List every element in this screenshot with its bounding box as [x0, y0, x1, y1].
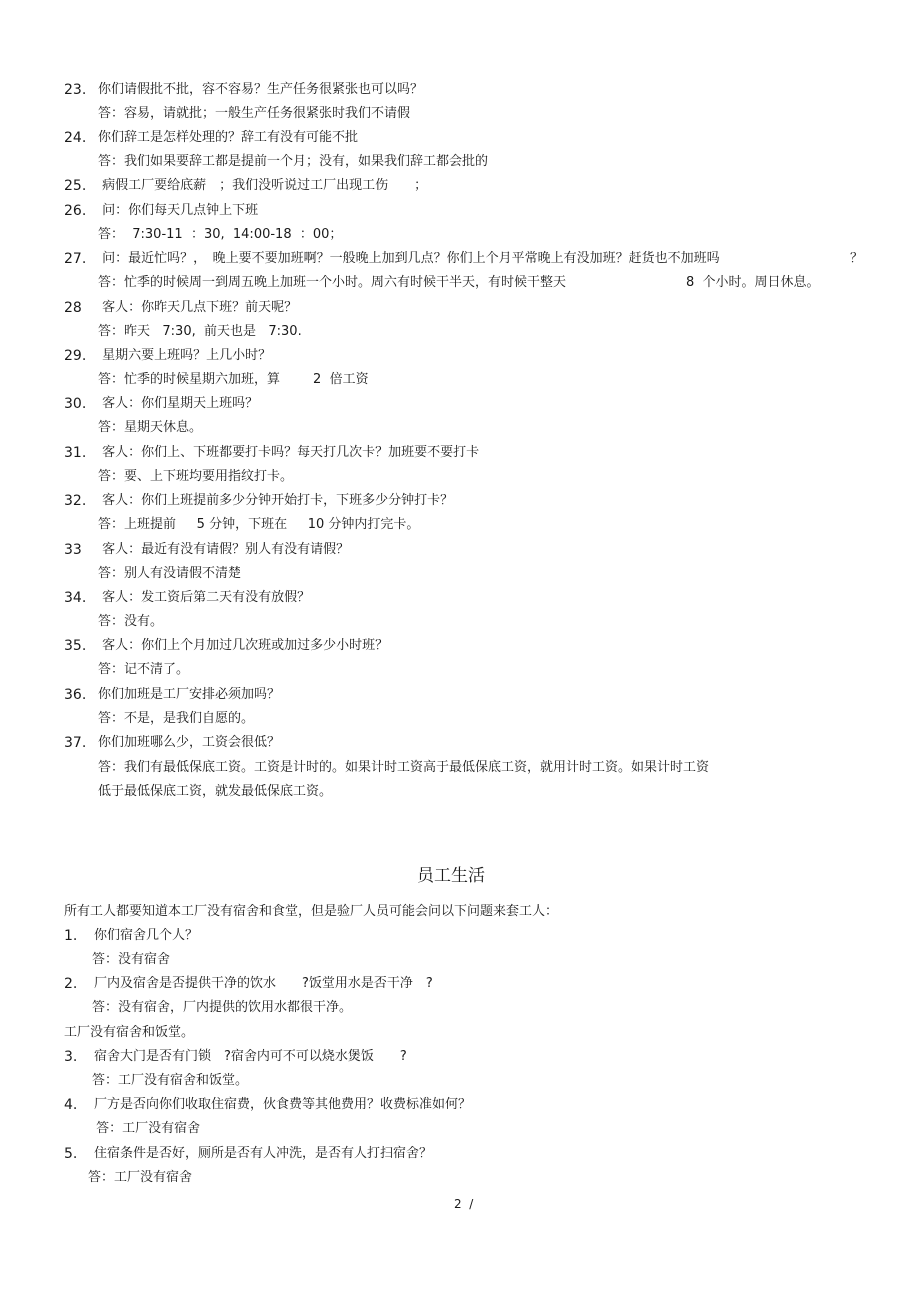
- question-text: 住宿条件是否好，厕所是否有人冲洗，是否有人打扫宿舍？: [94, 1146, 433, 1161]
- answer-text: 答： 7:30-11 ：30, 14:00-18 ：00；: [98, 227, 343, 242]
- question-text: 你们请假批不批，容不容易？生产任务很紧张也可以吗？: [98, 82, 424, 97]
- item-number: 29.: [64, 348, 87, 364]
- item-number: 35.: [64, 638, 87, 654]
- question-tail: ？: [850, 251, 864, 266]
- answer-text: 答：我们有最低保底工资。工资是计时的。如果计时工资高于最低保底工资，就用计时工资。如果计时工资: [98, 760, 710, 775]
- answer-tail: 8 个小时。周日休息。: [686, 275, 820, 290]
- item-number: 4.: [64, 1097, 78, 1113]
- note-text: 工厂没有宿舍和饭堂。: [64, 1025, 195, 1040]
- item-number: 37.: [64, 735, 87, 751]
- item-number: 24.: [64, 130, 87, 146]
- question-text: 客人：你们星期天上班吗？: [98, 396, 259, 411]
- question-text: 你们宿舍几个人？: [94, 928, 199, 943]
- item-number: 34.: [64, 590, 87, 606]
- question-text: 厂内及宿舍是否提供干净的饮水 ?饭堂用水是否干净 ?: [94, 976, 433, 991]
- question-text: 客人：发工资后第二天有没有放假？: [98, 590, 311, 605]
- item-number: 36.: [64, 687, 87, 703]
- answer-text: 答：忙季的时候周一到周五晚上加班一个小时。周六有时候干半天，有时候干整天: [98, 275, 567, 290]
- question-text: 你们辞工是怎样处理的？辞工有没有可能不批: [98, 130, 359, 145]
- item-number: 1.: [64, 928, 78, 944]
- question-text: 你们加班哪么少，工资会很低？: [98, 735, 281, 750]
- question-text: 问：你们每天几点钟上下班: [98, 203, 259, 218]
- question-text: 客人：最近有没有请假？别人有没有请假？: [98, 542, 350, 557]
- item-number: 28: [64, 300, 82, 316]
- answer-text: 答：上班提前 5 分钟，下班在 10 分钟内打完卡。: [98, 517, 420, 532]
- item-number: 5.: [64, 1146, 78, 1162]
- answer-text: 答：工厂没有宿舍和饭堂。: [92, 1073, 249, 1088]
- section-intro: 所有工人都要知道本工厂没有宿舍和食堂，但是验厂人员可能会问以下问题来套工人：: [64, 904, 559, 919]
- item-number: 23.: [64, 82, 87, 98]
- answer-text: 答：别人有没请假不清楚: [98, 566, 242, 581]
- item-number: 30.: [64, 396, 87, 412]
- answer-text: 答：工厂没有宿舍: [88, 1170, 193, 1185]
- question-text: 厂方是否向你们收取住宿费，伙食费等其他费用？收费标准如何？: [94, 1097, 472, 1112]
- answer-text: 答：我们如果要辞工都是提前一个月；没有，如果我们辞工都会批的: [98, 154, 489, 169]
- answer-text: 答：昨天 7:30, 前天也是 7:30.: [98, 324, 302, 339]
- item-number: 27.: [64, 251, 87, 267]
- answer-text-continued: 低于最低保底工资，就发最低保底工资。: [98, 784, 333, 799]
- question-text: 客人：你们上班提前多少分钟开始打卡，下班多少分钟打卡？: [98, 493, 454, 508]
- section-title: 员工生活: [417, 866, 485, 886]
- question-text: 客人：你们上、下班都要打卡吗？每天打几次卡？加班要不要打卡: [98, 445, 480, 460]
- item-number: 31.: [64, 445, 87, 461]
- answer-text: 答：没有宿舍，厂内提供的饮用水都很干净。: [92, 1000, 353, 1015]
- question-text: 病假工厂要给底薪 ；我们没听说过工厂出现工伤 ；: [98, 178, 428, 193]
- answer-text: 答：工厂没有宿舍: [92, 1121, 201, 1136]
- answer-text: 答：忙季的时候星期六加班，算 2 倍工资: [98, 372, 369, 387]
- item-number: 26.: [64, 203, 87, 219]
- question-text: 客人：你昨天几点下班？前天呢？: [98, 300, 298, 315]
- question-text: 你们加班是工厂安排必须加吗？: [98, 687, 281, 702]
- question-text: 星期六要上班吗？上几小时？: [98, 348, 272, 363]
- answer-text: 答：没有宿舍: [92, 952, 171, 967]
- item-number: 33: [64, 542, 82, 558]
- answer-text: 答：不是，是我们自愿的。: [98, 711, 255, 726]
- item-number: 32.: [64, 493, 87, 509]
- answer-text: 答：要、上下班均要用指纹打卡。: [98, 469, 294, 484]
- item-number: 25.: [64, 178, 87, 194]
- answer-text: 答：星期天休息。: [98, 420, 203, 435]
- item-number: 3.: [64, 1049, 78, 1065]
- question-text: 客人：你们上个月加过几次班或加过多少小时班？: [98, 638, 389, 653]
- question-text: 问：最近忙吗？， 晚上要不要加班啊？一般晚上加到几点？你们上个月平常晚上有没加班？赶货也不加班吗: [98, 251, 720, 266]
- question-text: 宿舍大门是否有门锁 ?宿舍内可不可以烧水煲饭 ?: [94, 1049, 407, 1064]
- answer-text: 答：容易，请就批；一般生产任务很紧张时我们不请假: [98, 106, 411, 121]
- item-number: 2.: [64, 976, 78, 992]
- page-number: 2 /: [454, 1197, 474, 1211]
- answer-text: 答：没有。: [98, 614, 164, 629]
- answer-text: 答：记不清了。: [98, 662, 190, 677]
